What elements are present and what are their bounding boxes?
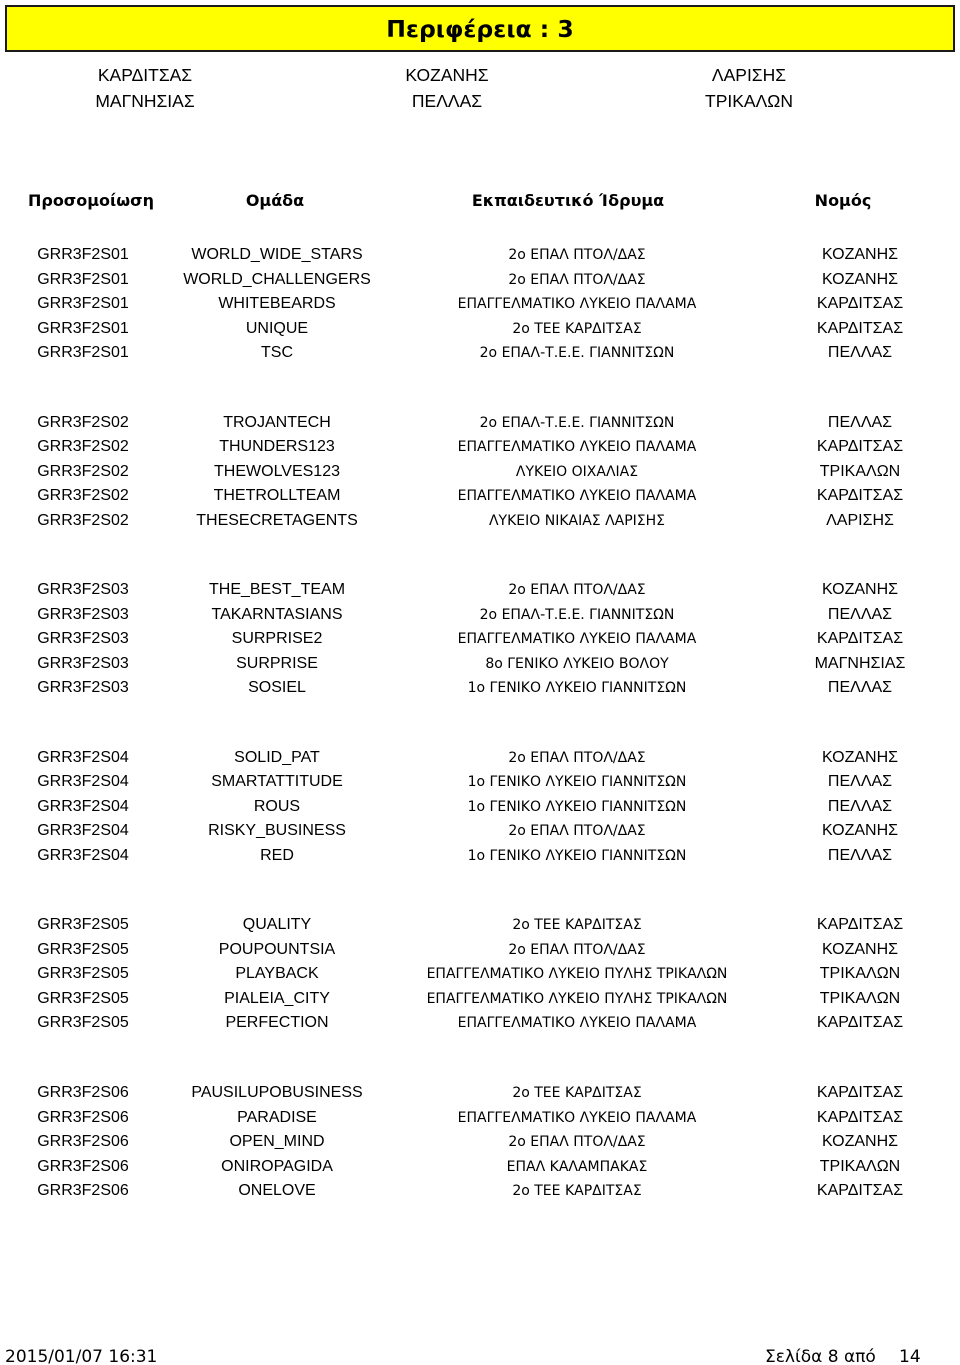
team-name: THEWOLVES123 [214, 462, 340, 480]
simulation-code: GRR3F2S06 [37, 1157, 129, 1175]
team-name: SURPRISE2 [231, 630, 323, 648]
team-name: RED [260, 846, 294, 864]
table-row [0, 413, 960, 433]
table-row [0, 748, 960, 768]
table-row [0, 294, 960, 314]
table-row [0, 1181, 960, 1201]
team-name: QUALITY [242, 916, 312, 934]
title-banner [5, 5, 955, 52]
table-row [0, 462, 960, 482]
table-row [0, 654, 960, 674]
institution-name: ΕΠΑΓΓΕΛΜΑΤΙΚΟ ΛΥΚΕΙΟ ΠΑΛΑΜΑ [457, 631, 697, 648]
simulation-code: GRR3F2S02 [37, 511, 129, 529]
institution-name: ΛΥΚΕΙΟ ΟΙΧΑΛΙΑΣ [515, 463, 639, 480]
table-row [0, 772, 960, 792]
institution-name: ΕΠΑΓΓΕΛΜΑΤΙΚΟ ΛΥΚΕΙΟ ΠΑΛΑΜΑ [457, 1015, 697, 1032]
table-row [0, 797, 960, 817]
region-name: ΚΟΖΑΝΗΣ [405, 65, 489, 85]
region-name: ΚΑΡΔΙΤΣΑΣ [97, 65, 193, 85]
institution-name: 1ο ΓΕΝΙΚΟ ΛΥΚΕΙΟ ΓΙΑΝΝΙΤΣΩΝ [467, 680, 687, 697]
prefecture-name: ΚΑΡΔΙΤΣΑΣ [816, 1108, 904, 1126]
prefecture-name: ΠΕΛΛΑΣ [827, 679, 893, 697]
prefecture-name: ΠΕΛΛΑΣ [827, 846, 893, 864]
prefecture-name: ΚΟΖΑΝΗΣ [821, 940, 899, 958]
simulation-code: GRR3F2S01 [37, 319, 129, 337]
prefecture-name: ΤΡΙΚΑΛΩΝ [819, 462, 901, 480]
simulation-group [0, 915, 960, 1035]
team-name: THUNDERS123 [219, 438, 335, 456]
simulation-group [0, 580, 960, 700]
team-name: SOLID_PAT [234, 748, 320, 766]
team-name: UNIQUE [245, 319, 309, 337]
simulation-code: GRR3F2S01 [37, 270, 129, 288]
institution-name: 2ο ΕΠΑΛ-Τ.Ε.Ε. ΓΙΑΝΝΙΤΣΩΝ [479, 414, 675, 431]
table-row [0, 629, 960, 649]
simulation-code: GRR3F2S04 [37, 822, 129, 840]
team-name: RISKY_BUSINESS [208, 822, 346, 840]
prefecture-name: ΚΑΡΔΙΤΣΑΣ [816, 1182, 904, 1199]
page-title: Περιφέρεια : 3 [386, 14, 574, 43]
simulation-group [0, 1083, 960, 1203]
simulation-code: GRR3F2S04 [37, 846, 129, 864]
column-header-institution: Εκπαιδευτικό Ίδρυμα [471, 191, 665, 210]
team-name: PLAYBACK [235, 965, 319, 983]
table-row [0, 915, 960, 935]
team-name: THETROLLTEAM [213, 487, 341, 505]
prefecture-name: ΠΕΛΛΑΣ [827, 344, 893, 361]
team-name: ROUS [253, 797, 301, 815]
institution-name: 1ο ΓΕΝΙΚΟ ΛΥΚΕΙΟ ΓΙΑΝΝΙΤΣΩΝ [467, 798, 687, 815]
team-name: OPEN_MIND [229, 1133, 325, 1150]
team-name: SURPRISE [236, 654, 318, 672]
prefecture-name: ΠΕΛΛΑΣ [827, 605, 893, 623]
table-row [0, 989, 960, 1009]
region-name: ΠΕΛΛΑΣ [411, 91, 483, 111]
column-header-simulation: Προσομοίωση [27, 191, 155, 210]
simulation-code: GRR3F2S06 [37, 1084, 129, 1101]
team-name: PIALEIA_CITY [224, 989, 330, 1007]
team-name: POUPOUNTSIA [218, 940, 336, 958]
institution-name: 2ο ΕΠΑΛ ΠΤΟΛ/ΔΑΣ [508, 941, 646, 958]
column-header-team: Ομάδα [245, 191, 305, 210]
simulation-code: GRR3F2S01 [37, 295, 129, 312]
simulation-code: GRR3F2S03 [37, 605, 129, 623]
table-row [0, 1083, 960, 1103]
simulation-code: GRR3F2S06 [37, 1182, 129, 1199]
simulation-group [0, 413, 960, 533]
table-row [0, 1108, 960, 1128]
team-name: TSC [261, 344, 293, 361]
institution-name: 1ο ΓΕΝΙΚΟ ΛΥΚΕΙΟ ΓΙΑΝΝΙΤΣΩΝ [467, 847, 687, 864]
print-timestamp: 2015/01/07 16:31 [5, 1347, 158, 1365]
team-name: SOSIEL [248, 679, 306, 697]
table-row [0, 580, 960, 600]
team-name: TAKARNTASIANS [211, 605, 343, 623]
institution-name: 2ο ΤΕΕ ΚΑΡΔΙΤΣΑΣ [512, 1183, 642, 1199]
simulation-code: GRR3F2S04 [37, 748, 129, 766]
prefecture-name: ΠΕΛΛΑΣ [827, 413, 893, 431]
institution-name: 1ο ΓΕΝΙΚΟ ΛΥΚΕΙΟ ΓΙΑΝΝΙΤΣΩΝ [467, 774, 687, 791]
simulation-code: GRR3F2S04 [37, 797, 129, 815]
table-row [0, 964, 960, 984]
table-row [0, 846, 960, 866]
prefecture-name: ΠΕΛΛΑΣ [827, 797, 893, 815]
simulation-code: GRR3F2S02 [37, 487, 129, 505]
institution-name: 2ο ΕΠΑΛ ΠΤΟΛ/ΔΑΣ [508, 582, 646, 599]
institution-name: 2ο ΕΠΑΛ ΠΤΟΛ/ΔΑΣ [508, 247, 646, 263]
team-name: WORLD_WIDE_STARS [191, 246, 363, 263]
simulation-code: GRR3F2S05 [37, 916, 129, 934]
simulation-code: GRR3F2S01 [37, 344, 129, 361]
simulation-code: GRR3F2S02 [37, 438, 129, 456]
simulation-code: GRR3F2S02 [37, 413, 129, 431]
prefecture-name: ΤΡΙΚΑΛΩΝ [819, 965, 901, 983]
institution-name: ΕΠΑΓΓΕΛΜΑΤΙΚΟ ΛΥΚΕΙΟ ΠΥΛΗΣ ΤΡΙΚΑΛΩΝ [426, 966, 728, 983]
simulation-code: GRR3F2S03 [37, 654, 129, 672]
prefecture-name: ΚΟΖΑΝΗΣ [821, 270, 899, 288]
institution-name: ΕΠΑΓΓΕΛΜΑΤΙΚΟ ΛΥΚΕΙΟ ΠΑΛΑΜΑ [457, 439, 697, 456]
simulation-code: GRR3F2S03 [37, 581, 129, 599]
team-name: SMARTATTITUDE [211, 773, 343, 791]
simulation-code: GRR3F2S06 [37, 1108, 129, 1126]
table-row [0, 486, 960, 506]
institution-name: 2ο ΤΕΕ ΚΑΡΔΙΤΣΑΣ [512, 320, 642, 337]
institution-name: ΕΠΑΓΓΕΛΜΑΤΙΚΟ ΛΥΚΕΙΟ ΠΑΛΑΜΑ [457, 1109, 697, 1126]
team-name: THESECRETAGENTS [196, 511, 358, 529]
table-row [0, 319, 960, 339]
table-row [0, 270, 960, 290]
prefecture-name: ΚΑΡΔΙΤΣΑΣ [816, 295, 904, 312]
prefecture-name: ΠΕΛΛΑΣ [827, 773, 893, 791]
institution-name: 2ο ΕΠΑΛ ΠΤΟΛ/ΔΑΣ [508, 1134, 646, 1150]
prefecture-name: ΚΑΡΔΙΤΣΑΣ [816, 1084, 904, 1101]
institution-name: 2ο ΕΠΑΛ ΠΤΟΛ/ΔΑΣ [508, 271, 646, 288]
institution-name: 2ο ΕΠΑΛ-Τ.Ε.Ε. ΓΙΑΝΝΙΤΣΩΝ [479, 606, 675, 623]
institution-name: 8ο ΓΕΝΙΚΟ ΛΥΚΕΙΟ ΒΟΛΟΥ [485, 655, 669, 672]
institution-name: 2ο ΤΕΕ ΚΑΡΔΙΤΣΑΣ [512, 1085, 642, 1101]
simulation-code: GRR3F2S02 [37, 462, 129, 480]
team-name: WORLD_CHALLENGERS [183, 270, 371, 288]
table-row [0, 678, 960, 698]
prefecture-name: ΚΟΖΑΝΗΣ [821, 1133, 899, 1150]
team-name: PAUSILUPOBUSINESS [191, 1084, 363, 1101]
table-row [0, 940, 960, 960]
table-row [0, 245, 960, 265]
prefecture-name: ΚΑΡΔΙΤΣΑΣ [816, 916, 904, 934]
institution-name: ΕΠΑΓΓΕΛΜΑΤΙΚΟ ΛΥΚΕΙΟ ΠΑΛΑΜΑ [457, 488, 697, 505]
table-row [0, 1132, 960, 1152]
prefecture-name: ΜΑΓΝΗΣΙΑΣ [814, 654, 906, 672]
institution-name: 2ο ΕΠΑΛ ΠΤΟΛ/ΔΑΣ [508, 823, 646, 840]
table-row [0, 437, 960, 457]
simulation-group [0, 748, 960, 868]
simulation-code: GRR3F2S05 [37, 965, 129, 983]
simulation-code: GRR3F2S04 [37, 773, 129, 791]
prefecture-name: ΤΡΙΚΑΛΩΝ [819, 1157, 901, 1175]
team-name: ONIROPAGIDA [221, 1157, 333, 1175]
simulation-code: GRR3F2S05 [37, 989, 129, 1007]
column-header-prefecture: Νομός [814, 191, 872, 210]
table-row [0, 511, 960, 531]
simulation-code: GRR3F2S05 [37, 1014, 129, 1032]
simulation-code: GRR3F2S06 [37, 1133, 129, 1150]
team-name: ONELOVE [238, 1182, 316, 1199]
institution-name: 2ο ΤΕΕ ΚΑΡΔΙΤΣΑΣ [512, 917, 642, 934]
page-number-label: Σελίδα 8 από [765, 1347, 876, 1365]
prefecture-name: ΚΑΡΔΙΤΣΑΣ [816, 319, 904, 337]
team-name: WHITEBEARDS [218, 295, 336, 312]
institution-name: 2ο ΕΠΑΛ ΠΤΟΛ/ΔΑΣ [508, 749, 646, 766]
prefecture-name: ΚΑΡΔΙΤΣΑΣ [816, 487, 904, 505]
simulation-code: GRR3F2S03 [37, 679, 129, 697]
prefecture-name: ΚΟΖΑΝΗΣ [821, 246, 899, 263]
prefecture-name: ΚΟΖΑΝΗΣ [821, 581, 899, 599]
team-name: TROJANTECH [223, 413, 331, 431]
team-name: THE_BEST_TEAM [208, 581, 346, 599]
prefecture-name: ΤΡΙΚΑΛΩΝ [819, 989, 901, 1007]
table-row [0, 343, 960, 363]
institution-name: ΛΥΚΕΙΟ ΝΙΚΑΙΑΣ ΛΑΡΙΣΗΣ [488, 512, 666, 529]
table-row [0, 821, 960, 841]
team-name: PARADISE [237, 1108, 317, 1126]
institution-name: ΕΠΑΛ ΚΑΛΑΜΠΑΚΑΣ [506, 1158, 648, 1175]
institution-name: 2ο ΕΠΑΛ-Τ.Ε.Ε. ΓΙΑΝΝΙΤΣΩΝ [479, 345, 675, 361]
simulation-code: GRR3F2S03 [37, 630, 129, 648]
region-name: ΛΑΡΙΣΗΣ [711, 65, 787, 85]
prefecture-name: ΚΑΡΔΙΤΣΑΣ [816, 438, 904, 456]
institution-name: ΕΠΑΓΓΕΛΜΑΤΙΚΟ ΛΥΚΕΙΟ ΠΥΛΗΣ ΤΡΙΚΑΛΩΝ [426, 990, 728, 1007]
region-name: ΤΡΙΚΑΛΩΝ [705, 91, 793, 111]
simulation-code: GRR3F2S01 [37, 246, 129, 263]
prefecture-name: ΚΑΡΔΙΤΣΑΣ [816, 1014, 904, 1032]
table-row [0, 1013, 960, 1033]
prefecture-name: ΛΑΡΙΣΗΣ [826, 511, 894, 529]
prefecture-name: ΚΟΖΑΝΗΣ [821, 748, 899, 766]
page-total: 14 [899, 1347, 921, 1365]
simulation-code: GRR3F2S05 [37, 940, 129, 958]
simulation-group [0, 245, 960, 365]
table-row [0, 1157, 960, 1177]
prefecture-name: ΚΟΖΑΝΗΣ [821, 822, 899, 840]
region-name: ΜΑΓΝΗΣΙΑΣ [95, 91, 195, 111]
table-row [0, 605, 960, 625]
team-name: PERFECTION [225, 1014, 329, 1032]
prefecture-name: ΚΑΡΔΙΤΣΑΣ [816, 630, 904, 648]
institution-name: ΕΠΑΓΓΕΛΜΑΤΙΚΟ ΛΥΚΕΙΟ ΠΑΛΑΜΑ [457, 296, 697, 312]
